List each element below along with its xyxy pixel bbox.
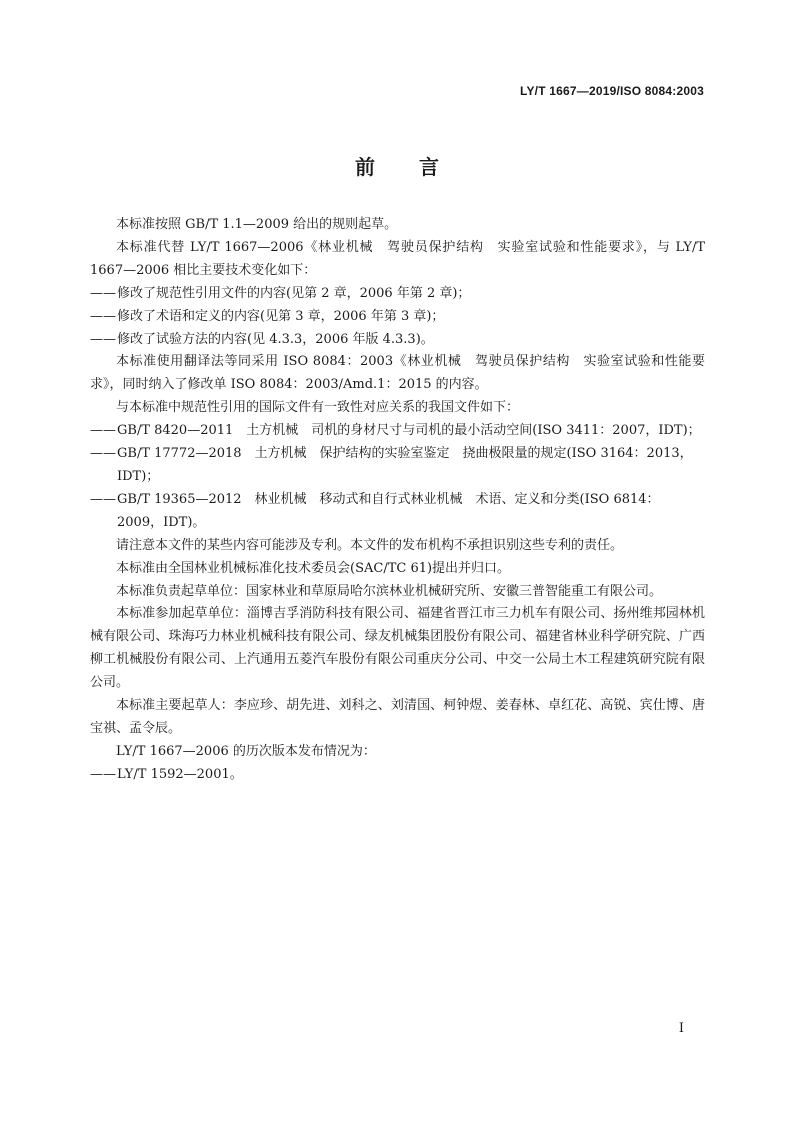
title-char-1: 前: [355, 155, 375, 179]
reference-item: [90, 489, 705, 535]
dash-mark: ——: [90, 423, 116, 439]
dash-mark: ——: [90, 308, 116, 324]
title-char-2: 言: [419, 155, 439, 179]
page-title: [0, 151, 794, 180]
dash-mark: ——: [90, 446, 116, 462]
paragraph-patent-notice: 请注意本文件的某些内容可能涉及专利。本文件的发布机构不承担识别这些专利的责任。: [116, 537, 624, 553]
paragraph-responsible-drafters: 本标准负责起草单位：国家林业和草原局哈尔滨林业机械研究所、安徽三普智能重工有限公司。: [116, 583, 663, 599]
paragraph-correspondence: 与本标准中规范性引用的国际文件有一致性对应关系的我国文件如下：: [116, 400, 520, 416]
dash-mark: ——: [90, 331, 116, 347]
reference-item-text: GB/T 17772—2018 土方机械 保护结构的实验室鉴定 挠曲极限量的规定(ISO 3164：2013，IDT)；: [117, 446, 693, 484]
reference-item-text: GB/T 8420—2011 土方机械 司机的身材尺寸与司机的最小活动空间(ISO 3411：2007，IDT)；: [117, 423, 701, 439]
reference-item: [90, 420, 705, 443]
change-item-text: 修改了术语和定义的内容(见第 3 章，2006 年第 3 章)；: [117, 308, 445, 324]
dash-mark: ——: [90, 285, 116, 301]
standard-code: LY/T 1667—2019/ISO 8084:2003: [520, 84, 704, 98]
paragraph-history: LY/T 1667—2006 的历次版本发布情况为：: [116, 743, 376, 759]
paragraph-drafting-rules: 本标准按照 GB/T 1.1—2009 给出的规则起草。: [116, 217, 398, 232]
paragraph-participating-drafters: 本标准参加起草单位：淄博吉孚消防科技有限公司、福建省晋江市三力机车有限公司、扬州维邦园林机械有限公司、珠海巧力林业机械科技有限公司、绿友机械集团股份有限公司、福建省林业科学研究院、广西柳工机械股份有限公司、上汽通用五菱汽车股份有限公司重庆分公司、中交一公局土木工程建筑研究院有限公司。: [90, 606, 705, 691]
paragraph-main-drafters: 本标准主要起草人：李应珍、胡先进、刘科之、刘清国、柯钟煜、姜春林、卓红花、高锐、宾仕博、唐宝祺、孟令辰。: [90, 698, 705, 736]
change-item-text: 修改了规范性引用文件的内容(见第 2 章，2006 年第 2 章)；: [117, 285, 471, 301]
change-item: [90, 306, 705, 329]
reference-item: [90, 443, 705, 489]
foreword-body: [90, 214, 705, 787]
dash-mark: ——: [90, 766, 116, 782]
change-item: [90, 283, 705, 306]
paragraph-replaces: 本标准代替 LY/T 1667—2006《林业机械 驾驶员保护结构 实验室试验和性能要求》，与 LY/T 1667—2006 相比主要技术变化如下：: [90, 239, 705, 278]
history-item: [90, 764, 705, 787]
reference-item-text: GB/T 19365—2012 林业机械 移动式和自行式林业机械 术语、定义和分类(ISO 6814：2009，IDT)。: [117, 491, 660, 530]
dash-mark: ——: [90, 491, 116, 507]
page-number: I: [678, 1021, 684, 1036]
history-item-text: LY/T 1592—2001。: [117, 766, 243, 782]
paragraph-adoption: 本标准使用翻译法等同采用 ISO 8084：2003《林业机械 驾驶员保护结构 实验室试验和性能要求》，同时纳入了修改单 ISO 8084：2003/Amd.1：2015 的内容。: [90, 354, 705, 393]
paragraph-proposer: 本标准由全国林业机械标准化技术委员会(SAC/TC 61)提出并归口。: [116, 560, 511, 576]
change-item-text: 修改了试验方法的内容(见 4.3.3，2006 年版 4.3.3)。: [117, 331, 434, 347]
change-item: [90, 329, 705, 352]
